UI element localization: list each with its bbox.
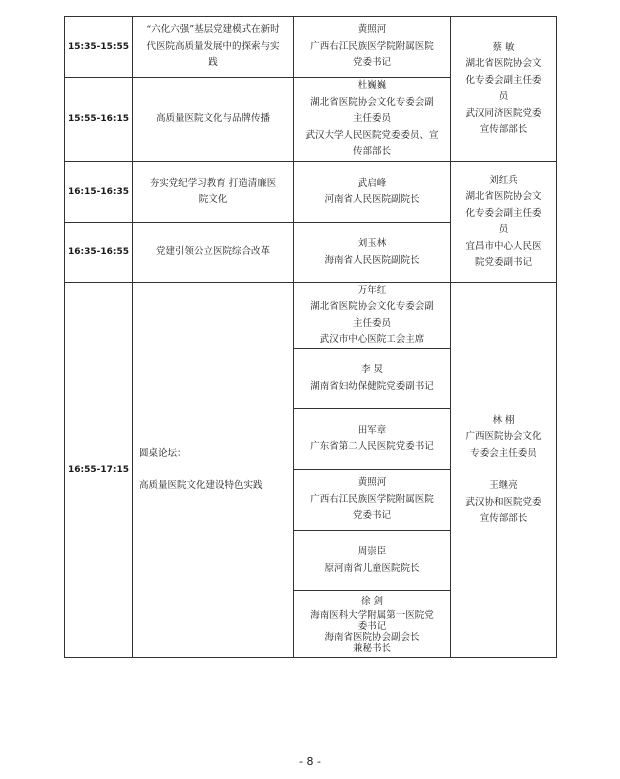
speaker-name: 武启峰 xyxy=(357,177,387,189)
topic-line: 党建引领公立医院综合改革 xyxy=(155,246,270,258)
roundtable-title: 圆桌论坛： xyxy=(139,447,187,459)
roundtable-subtitle: 高质量医院文化建设特色实践 xyxy=(139,480,263,491)
host-title: 化专委会副主任委 xyxy=(465,74,542,86)
host-name: 蔡 敏 xyxy=(492,41,515,53)
panelist-title: 主任委员 xyxy=(352,317,391,329)
host-title: 员 xyxy=(498,224,509,235)
host-title: 武汉同济医院党委 xyxy=(465,107,542,119)
topic-line: 践 xyxy=(208,57,218,69)
speaker-cell-3 xyxy=(294,162,451,223)
panelist-name: 李 炅 xyxy=(360,364,384,375)
panelist-title: 湖南省妇幼保健院党委副书记 xyxy=(310,380,434,392)
panelist-cell-6 xyxy=(294,591,451,657)
speaker-title: 传部部长 xyxy=(352,146,391,158)
speaker-cell-2 xyxy=(294,78,451,162)
panelist-title: 海南省医院协会副会长 xyxy=(324,632,420,644)
speaker-title: 党委书记 xyxy=(352,57,391,69)
panelist-cell-5 xyxy=(294,531,451,591)
topic-line: 代医院高质量发展中的探索与实 xyxy=(146,40,280,52)
speaker-title: 湖北省医院协会文化专委会副 xyxy=(310,96,434,108)
host-title: 广西医院协会文化 xyxy=(465,431,542,442)
speaker-title: 广西右江民族医学院附属医院 xyxy=(310,40,434,52)
host-name: 刘红兵 xyxy=(489,174,518,186)
topic-cell-4 xyxy=(133,223,294,283)
time-cell-1 xyxy=(65,17,133,78)
time-text: 15:55-16:15 xyxy=(67,114,130,125)
panelist-name: 周崇臣 xyxy=(357,546,387,557)
host-cell-1 xyxy=(451,17,556,162)
panelist-name: 黄照河 xyxy=(357,477,387,489)
schedule-table xyxy=(64,16,557,658)
panelist-title: 广西右江民族医学院附属医院 xyxy=(310,493,434,505)
host-title: 院党委副书记 xyxy=(474,257,532,268)
time-text: 16:35-16:55 xyxy=(67,247,130,258)
panelist-title: 湖北省医院协会文化专委会副 xyxy=(310,301,434,312)
topic-cell-2 xyxy=(133,78,294,162)
speaker-title: 武汉大学人民医院党委委员、宣 xyxy=(305,129,439,141)
panelist-cell-2 xyxy=(294,349,451,409)
time-cell-roundtable xyxy=(65,283,133,657)
host-name: 林 栩 xyxy=(492,414,515,426)
host-title: 员 xyxy=(498,91,509,102)
panelist-name: 万年红 xyxy=(357,284,387,296)
topic-cell-3 xyxy=(133,162,294,223)
panelist-title: 广东省第二人民医院党委书记 xyxy=(310,441,434,452)
panelist-title: 原河南省儿童医院院长 xyxy=(324,562,420,574)
panelist-name: 田军章 xyxy=(357,424,387,436)
host-name: 王继亮 xyxy=(489,480,518,491)
speaker-cell-4 xyxy=(294,223,451,283)
host-title: 专委会主任委员 xyxy=(470,447,537,459)
host-title: 宣传部部长 xyxy=(479,124,528,135)
time-text: 15:35-15:55 xyxy=(67,41,130,52)
panelist-cell-4 xyxy=(294,470,451,531)
time-text: 16:55-17:15 xyxy=(67,464,130,475)
speaker-name: 刘玉林 xyxy=(357,238,387,249)
panelist-cell-1 xyxy=(294,283,451,349)
panelist-title: 党委书记 xyxy=(352,510,391,522)
host-title: 湖北省医院协会文 xyxy=(465,191,542,202)
host-cell-2 xyxy=(451,162,556,283)
topic-line: 夯实党纪学习教育 打造清廉医 xyxy=(149,177,277,189)
time-cell-2 xyxy=(65,78,133,162)
host-title: 化专委会副主任委 xyxy=(465,207,542,219)
speaker-name: 黄照河 xyxy=(357,24,387,36)
host-cell-3 xyxy=(451,283,556,657)
page-number: - 8 - xyxy=(299,755,321,768)
time-cell-4 xyxy=(65,223,133,283)
speaker-title: 主任委员 xyxy=(352,113,391,125)
speaker-name: 杜巍巍 xyxy=(357,80,387,92)
time-text: 16:15-16:35 xyxy=(67,186,130,197)
topic-cell-1 xyxy=(133,17,294,78)
time-cell-3 xyxy=(65,162,133,223)
panelist-title: 兼秘书长 xyxy=(352,643,391,655)
host-title: 湖北省医院协会文 xyxy=(465,58,542,69)
topic-cell-roundtable xyxy=(133,283,294,657)
speaker-title: 海南省人民医院副院长 xyxy=(324,254,420,266)
panelist-title: 海南医科大学附属第一医院党 xyxy=(310,610,434,622)
panelist-title: 委书记 xyxy=(357,621,387,633)
host-title: 武汉协和医院党委 xyxy=(465,496,542,508)
panelist-cell-3 xyxy=(294,409,451,470)
host-title: 宜昌市中心人民医 xyxy=(465,240,542,252)
topic-line: 高质量医院文化与品牌传播 xyxy=(155,113,270,125)
topic-line: “六化六强”基层党建模式在新时 xyxy=(146,24,280,36)
speaker-title: 河南省人民医院副院长 xyxy=(324,194,420,205)
topic-line: 院文化 xyxy=(198,194,228,205)
panelist-name: 徐 剑 xyxy=(360,595,384,607)
host-title: 宣传部部长 xyxy=(479,513,528,524)
panelist-title: 武汉市中心医院工会主席 xyxy=(319,334,425,345)
speaker-cell-1 xyxy=(294,17,451,78)
